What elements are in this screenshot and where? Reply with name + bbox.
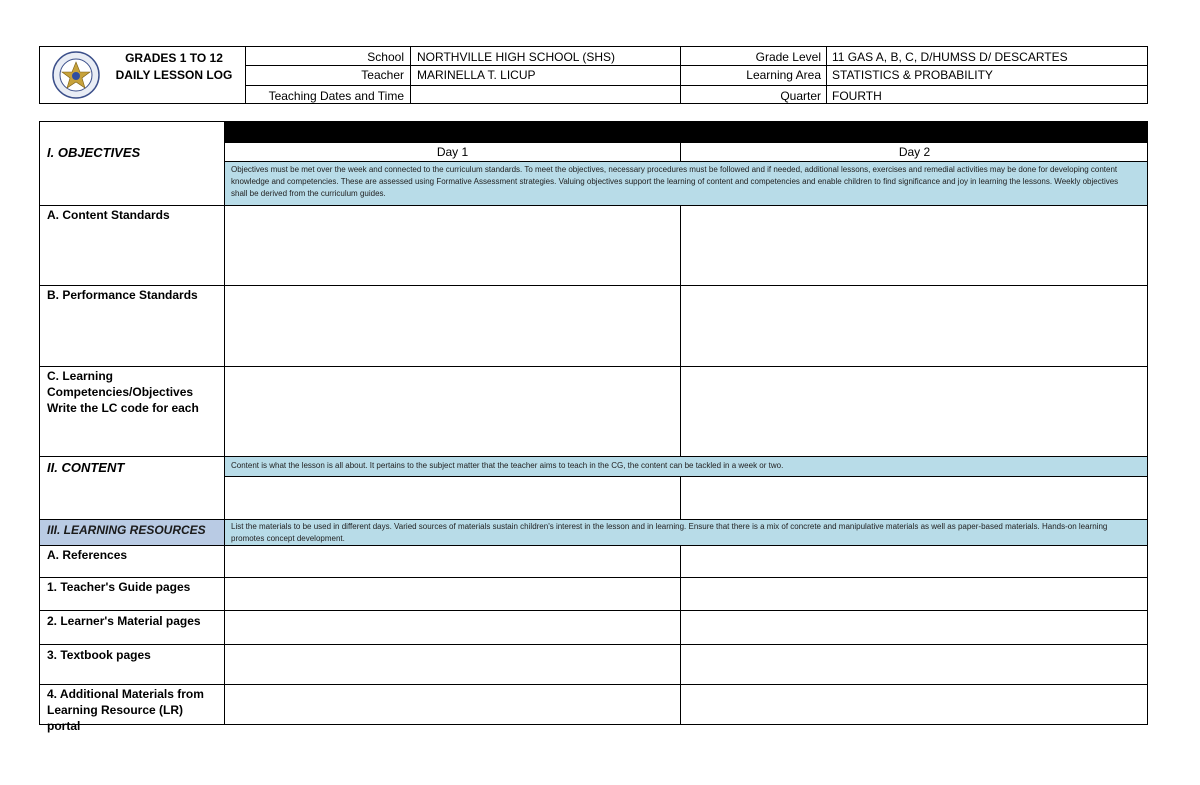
row-line [39, 644, 1148, 645]
header-divider [826, 46, 827, 104]
learners-material-label: 2. Learner's Material pages [47, 614, 201, 628]
row-line [39, 684, 1148, 685]
grade-level-label: Grade Level [755, 50, 821, 64]
teacher-label: Teacher [361, 68, 404, 82]
learning-competencies-label: C. Learning Competencies/Objectives Write the LC code for each [47, 369, 199, 415]
learning-resources-note: List the materials to be used in different days. Varied sources of materials sustain children's interest in the lesson and in learning. Ensure that there is a mix of concrete and manipulative materials as well as paper-based materials. Hands-on learning promotes concept development. [231, 522, 1108, 543]
row-line [39, 205, 1148, 206]
day-2-header: Day 2 [898, 145, 931, 159]
row-line [224, 476, 1148, 477]
learning-resources-heading: III. LEARNING RESOURCES [47, 523, 206, 537]
dates-label: Teaching Dates and Time [268, 89, 404, 103]
quarter-value: FOURTH [832, 89, 882, 103]
header-row-line [245, 65, 1148, 66]
row-line [39, 545, 1148, 546]
content-note: Content is what the lesson is all about. It pertains to the subject matter that the teacher aims to teach in the CG, the content can be tackled in a week or two. [231, 461, 784, 470]
log-title-line2: DAILY LESSON LOG [115, 68, 233, 82]
learning-area-value: STATISTICS & PROBABILITY [832, 68, 993, 82]
content-standards-label: A. Content Standards [47, 208, 170, 222]
textbook-label: 3. Textbook pages [47, 648, 151, 662]
quarter-label: Quarter [780, 89, 821, 103]
references-label: A. References [47, 548, 128, 562]
objectives-note: Objectives must be met over the week and connected to the curriculum standards. To meet the objectives, necessary procedures must be followed and if needed, additional lessons, exercises and remedial activities may be done for developing content knowledge and competencies. These are assessed using Formative Assessment strategies. Valuing objectives support the learning of content and competencies and enable children to find significance and joy in learning the lessons. Weekly objectives shall be derived from the curriculum guides. [231, 165, 1119, 198]
objectives-heading: I. OBJECTIVES [47, 145, 141, 160]
row-line [39, 366, 1148, 367]
school-label: School [367, 50, 404, 64]
additional-materials-label: 4. Additional Materials from Learning Resource (LR) portal [47, 687, 204, 733]
row-line [224, 142, 1148, 143]
teacher-value: MARINELLA T. LICUP [417, 68, 536, 82]
content-heading: II. CONTENT [47, 460, 125, 475]
header-divider [410, 46, 411, 104]
day-divider [680, 545, 681, 725]
header-bar [224, 121, 1148, 142]
performance-standards-label: B. Performance Standards [47, 288, 198, 302]
day-1-header: Day 1 [436, 145, 469, 159]
grade-level-value: 11 GAS A, B, C, D/HUMSS D/ DESCARTES [832, 50, 1068, 64]
day-divider [680, 476, 681, 519]
school-value: NORTHVILLE HIGH SCHOOL (SHS) [417, 50, 616, 64]
header-row-line [245, 85, 1148, 86]
row-line [39, 610, 1148, 611]
teachers-guide-label: 1. Teacher's Guide pages [47, 580, 191, 594]
label-column-divider [224, 121, 225, 725]
day-divider [680, 205, 681, 456]
row-line [39, 285, 1148, 286]
learning-area-label: Learning Area [746, 68, 821, 82]
deped-seal-icon [50, 50, 102, 100]
log-title-line1: GRADES 1 TO 12 [125, 51, 223, 65]
row-line [39, 577, 1148, 578]
